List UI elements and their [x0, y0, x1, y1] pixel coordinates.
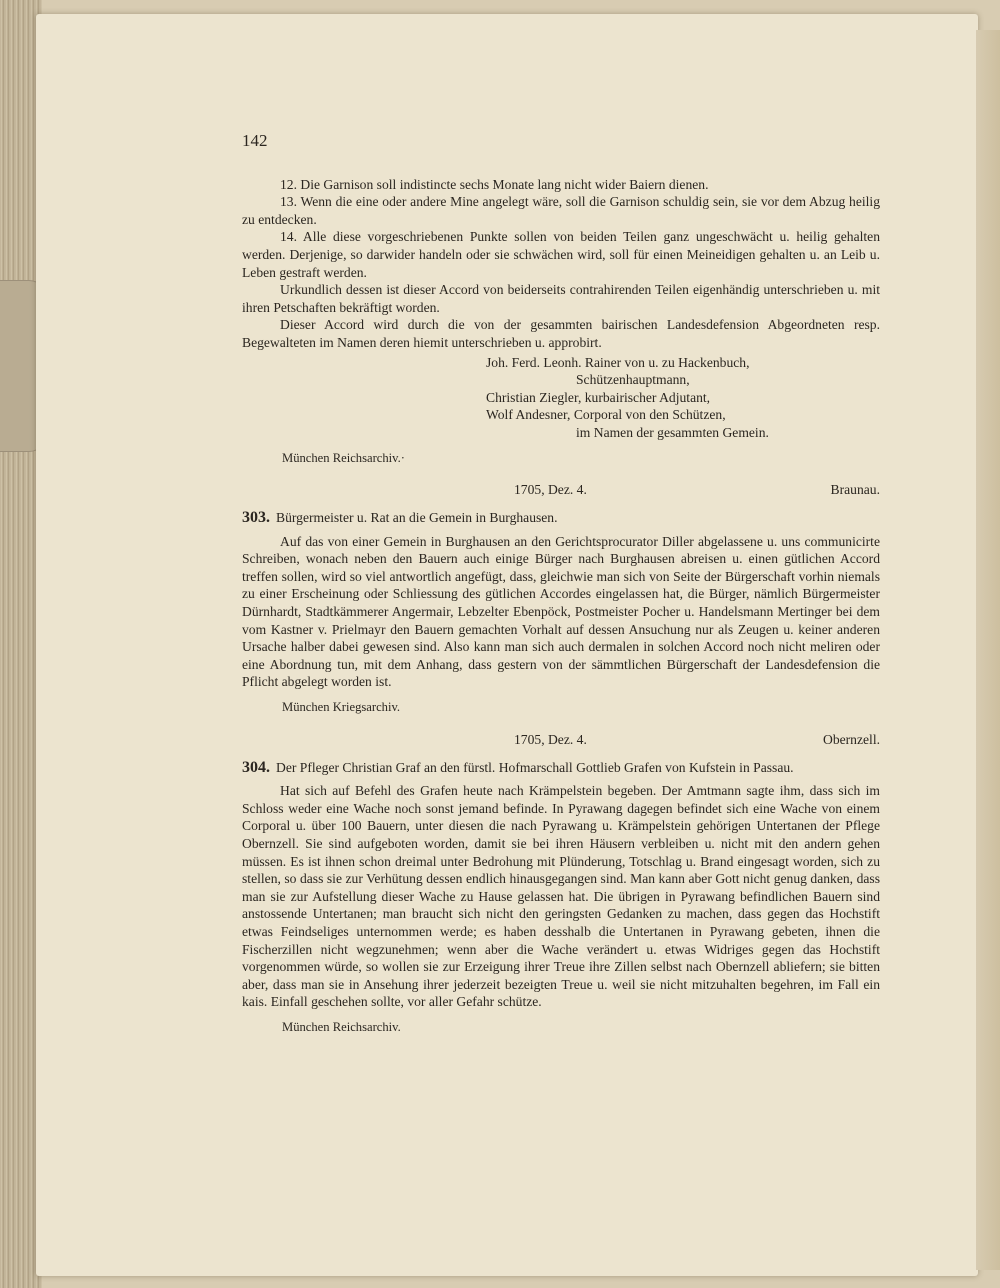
- signature-line: Christian Ziegler, kurbairischer Adjutant,: [486, 389, 711, 405]
- signature-block: [486, 354, 880, 442]
- document-number: 303.: [242, 509, 270, 527]
- next-page-edge: [976, 30, 1000, 1270]
- paragraph-approval: Dieser Accord wird durch die von der gesammten bairischen Landesdefension Abgeordneten resp. Begewalteten im Namen deren hiemit unterschrieben u. approbirt.: [242, 317, 880, 350]
- dateline-303: [242, 481, 880, 501]
- dateline-304: [242, 731, 880, 751]
- paragraph-item-13: 13. Wenn die eine oder andere Mine angelegt wäre, soll die Garnison schuldig sein, sie vor dem Abzug heilig zu entdecken.: [242, 194, 880, 227]
- page-number: 142: [242, 131, 268, 150]
- document-body-304: Hat sich auf Befehl des Grafen heute nach Krämpelstein begeben. Der Amtmann sagte ihm, dass sich im Schloss weder eine Wache noch sonst jemand befinde. In Pyrawang dagegen befindet sich eine Wache von einem Corporal u. über 100 Bauern, unter diesen die nach Pyrawang u. Krämpelstein gehörigen Untertanen der Pflege Obernzell. Sie sind aufgeboten worden, damit sie bei ihren Häusern verbleiben u. nicht mit den andern gehen müssen. Es ist ihnen schon dreimal unter Bedrohung mit Plünderung, Totschlag u. Brand eingesagt worden, sich zu stellen, so dass sie zur Verhütung dessen endlich hinausgegangen sind. Man kann aber Gott nicht genug danken, dass man sie zur Aufstellung dieser Wache zu Hause gelassen hat. Die übrigen in Pyrawang befindlichen Bauern sind anstossende Untertanen; man braucht sich nicht den geringsten Gedanken zu machen, dass gegen das Hochstift etwas Feindseliges unternommen werde; es haben desshalb die Untertanen in Pyrawang gebeten, ihnen die Fischerzillen nicht wegzunehmen; wenn aber die Wache verändert u. etwas Widriges gegen das Hochstift vorgenommen würde, so wollen sie zur Erzeigung ihrer Treue ihre Zillen selbst nach Obernzell abliefern; sie bitten aber, dass man sie in Ansehung ihrer jederzeit bezeigten Treue u. weil sie nicht mitzuhalten begehren, im Fall ein kais. Einfall geschehen sollte, vor aller Gefahr schütze.: [242, 783, 880, 1010]
- signature-line: im Namen der gesammten Gemein.: [576, 424, 769, 440]
- document-body-303: Auf das von einer Gemein in Burghausen an den Gerichtsprocurator Diller abgelassene u. uns communicirte Schreiben, wonach neben den Bauern auch einige Bürger nach Burghausen abreisen u. einen gütlichen Accord treffen sollen, wird so viel antwortlich angefügt, dass, gleichwie man sich von Seite der Bürgerschaft vorhin niemals zu einer Erscheinung oder Schliessung des gütlichen Accordes eingelassen hat, die Bürger, nämlich Bürgermeister Dürnhardt, Stadtkämmerer Angermair, Lebzelter Ebenpöck, Postmeister Pocher u. Handelsmann Mertinger bei dem vom Kastner v. Prielmayr den Bauern gemachten Vorhalt auf dessen Ansuchung nur als Zeugen u. keiner anderen Ursache halber dabei gewesen sind. Also kann man sich auch dermalen in solchen Accord noch nicht meliren oder eine Abordnung tun, mit dem Anhang, dass gestern von der sämmtlichen Bürgerschaft der Landesdefension die Pflicht abgelegt worden ist.: [242, 533, 880, 690]
- archive-source: München Kriegsarchiv.: [282, 700, 401, 715]
- document-number: 304.: [242, 758, 270, 776]
- paragraph-attestation: Urkundlich dessen ist dieser Accord von beiderseits contrahirenden Teilen eigenhändig unterschrieben u. mit ihren Petschaften bekräftigt worden.: [242, 282, 880, 315]
- signature-line: Wolf Andesner, Corporal von den Schützen,: [486, 407, 726, 423]
- document-title-304: [242, 759, 880, 777]
- document-heading: Bürgermeister u. Rat an die Gemein in Burghausen.: [276, 510, 558, 526]
- date: 1705, Dez. 4.: [514, 482, 587, 498]
- place: Obernzell.: [823, 731, 880, 747]
- paragraph-item-12: 12. Die Garnison soll indistincte sechs Monate lang nicht wider Baiern dienen.: [280, 176, 709, 192]
- document-heading: Der Pfleger Christian Graf an den fürstl. Hofmarschall Gottlieb Grafen von Kufstein in Passau.: [276, 759, 794, 775]
- page-content: [242, 132, 880, 1037]
- document-title-303: [242, 509, 880, 527]
- archive-source: München Reichsarchiv.: [282, 1019, 401, 1034]
- signature-line: Joh. Ferd. Leonh. Rainer von u. zu Hackenbuch,: [486, 354, 750, 370]
- archive-source: München Reichsarchiv.·: [282, 450, 405, 465]
- signature-line: Schützenhauptmann,: [576, 372, 690, 388]
- date: 1705, Dez. 4.: [514, 731, 587, 747]
- place: Braunau.: [830, 482, 880, 498]
- paragraph-item-14: 14. Alle diese vorgeschriebenen Punkte sollen von beiden Teilen ganz ungeschwächt u. heilig gehalten werden. Derjenige, so darwider handeln oder sie schwächen wird, soll für einen Meineidigen gehalten u. an Leib u. Leben gestraft werden.: [242, 229, 880, 280]
